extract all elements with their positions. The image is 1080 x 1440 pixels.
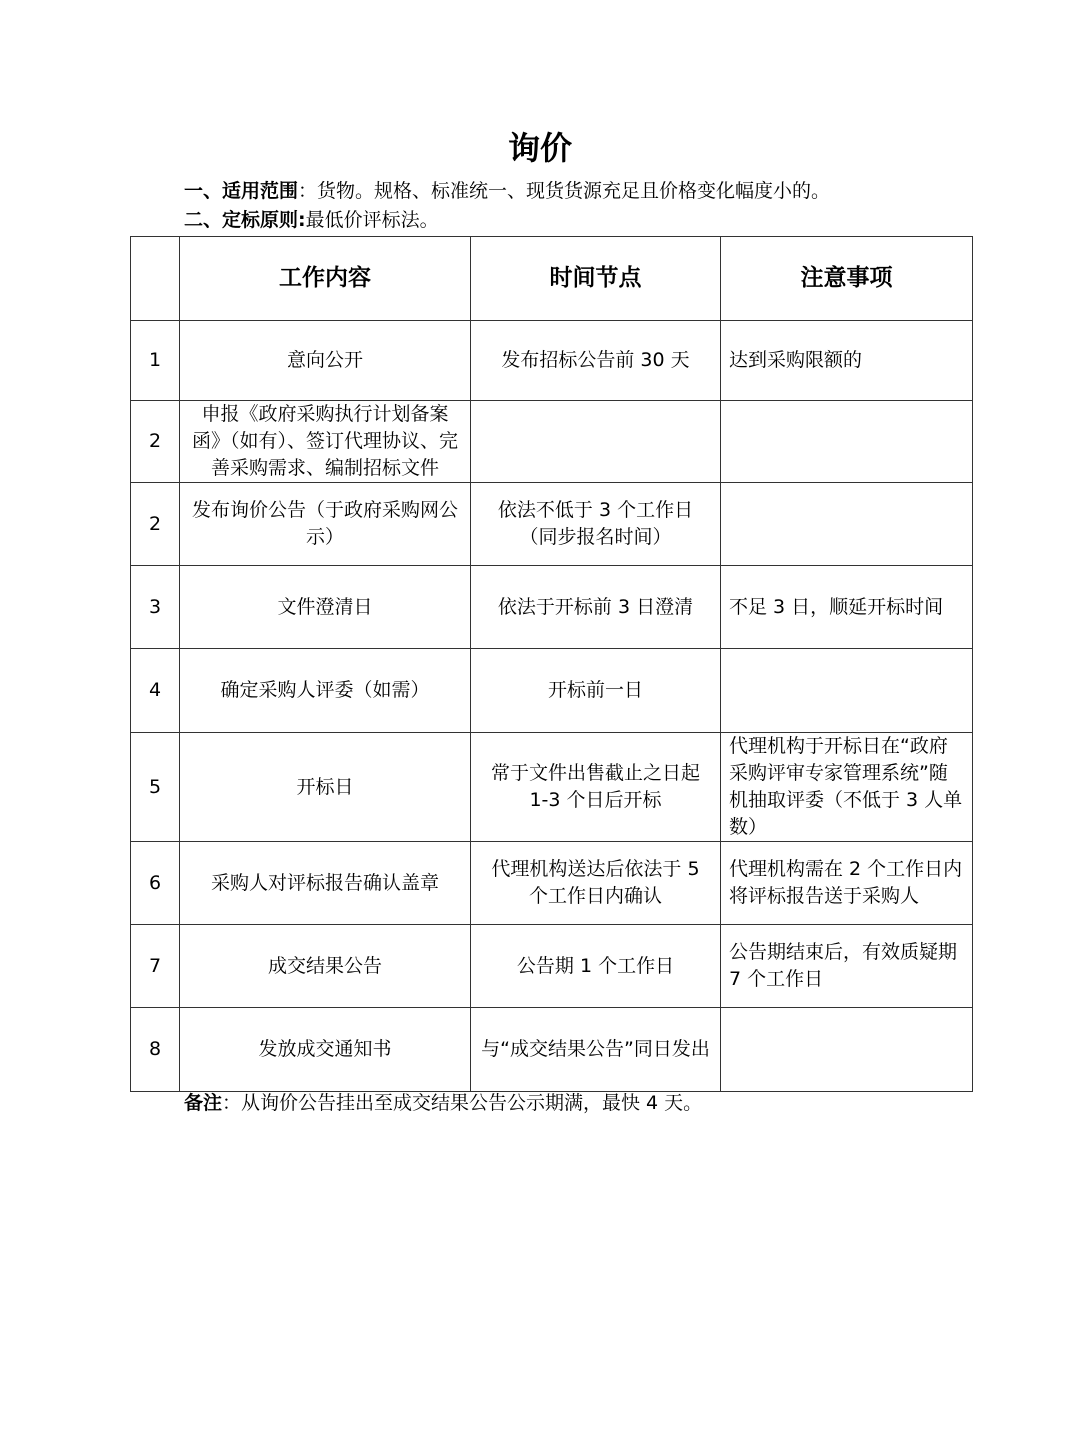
table-row — [131, 842, 973, 925]
row-work: 文件澄清日 — [180, 566, 471, 649]
row-time — [471, 401, 721, 483]
procedure-table — [130, 236, 973, 1092]
footnote-text: ：从询价公告挂出至成交结果公告公示期满，最快 4 天。 — [222, 1092, 703, 1114]
table-row — [131, 566, 973, 649]
row-time: 开标前一日 — [471, 649, 721, 733]
table-row — [131, 483, 973, 566]
table-row — [131, 321, 973, 401]
row-note — [721, 401, 973, 483]
table-row — [131, 1008, 973, 1092]
row-note — [721, 483, 973, 566]
row-work: 开标日 — [180, 733, 471, 842]
row-number: 7 — [131, 925, 180, 1008]
row-number: 8 — [131, 1008, 180, 1092]
row-number: 2 — [131, 483, 180, 566]
footnote-label: 备注 — [184, 1092, 223, 1114]
row-time: 依法于开标前 3 日澄清 — [471, 566, 721, 649]
row-note: 达到采购限额的 — [721, 321, 973, 401]
header-work: 工作内容 — [180, 237, 471, 321]
row-number: 1 — [131, 321, 180, 401]
header-time: 时间节点 — [471, 237, 721, 321]
row-work: 确定采购人评委（如需） — [180, 649, 471, 733]
row-number: 5 — [131, 733, 180, 842]
row-time: 代理机构送达后依法于 5 个工作日内确认 — [471, 842, 721, 925]
row-number: 2 — [131, 401, 180, 483]
row-time: 与“成交结果公告”同日发出 — [471, 1008, 721, 1092]
row-time: 依法不低于 3 个工作日（同步报名时间） — [471, 483, 721, 566]
header-index — [131, 237, 180, 321]
row-number: 4 — [131, 649, 180, 733]
row-work: 意向公开 — [180, 321, 471, 401]
header-note: 注意事项 — [721, 237, 973, 321]
principle-text: 最低价评标法。 — [305, 209, 439, 231]
row-work: 采购人对评标报告确认盖章 — [180, 842, 471, 925]
table-row — [131, 401, 973, 483]
row-note — [721, 1008, 973, 1092]
principle-label: 二、定标原则: — [184, 209, 306, 231]
table-row — [131, 649, 973, 733]
row-note: 代理机构需在 2 个工作日内将评标报告送于采购人 — [721, 842, 973, 925]
footnote — [184, 1090, 702, 1116]
principle-line — [184, 207, 439, 233]
row-work: 发布询价公告（于政府采购网公示） — [180, 483, 471, 566]
row-number: 6 — [131, 842, 180, 925]
table-header-row — [131, 237, 973, 321]
row-work: 发放成交通知书 — [180, 1008, 471, 1092]
row-note: 公告期结束后，有效质疑期 7 个工作日 — [721, 925, 973, 1008]
scope-label: 一、适用范围 — [184, 180, 299, 202]
row-note: 代理机构于开标日在“政府采购评审专家管理系统”随机抽取评委（不低于 3 人单数） — [721, 733, 973, 842]
row-number: 3 — [131, 566, 180, 649]
row-note — [721, 649, 973, 733]
table-row — [131, 925, 973, 1008]
row-work: 申报《政府采购执行计划备案函》（如有）、签订代理协议、完善采购需求、编制招标文件 — [180, 401, 471, 483]
row-time: 常于文件出售截止之日起 1-3 个日后开标 — [471, 733, 721, 842]
row-note: 不足 3 日，顺延开标时间 — [721, 566, 973, 649]
page-title: 询价 — [507, 129, 572, 167]
scope-text: ：货物。规格、标准统一、现货货源充足且价格变化幅度小的。 — [298, 180, 831, 202]
scope-line — [184, 178, 830, 204]
table-row — [131, 733, 973, 842]
row-time: 公告期 1 个工作日 — [471, 925, 721, 1008]
row-time: 发布招标公告前 30 天 — [471, 321, 721, 401]
row-work: 成交结果公告 — [180, 925, 471, 1008]
